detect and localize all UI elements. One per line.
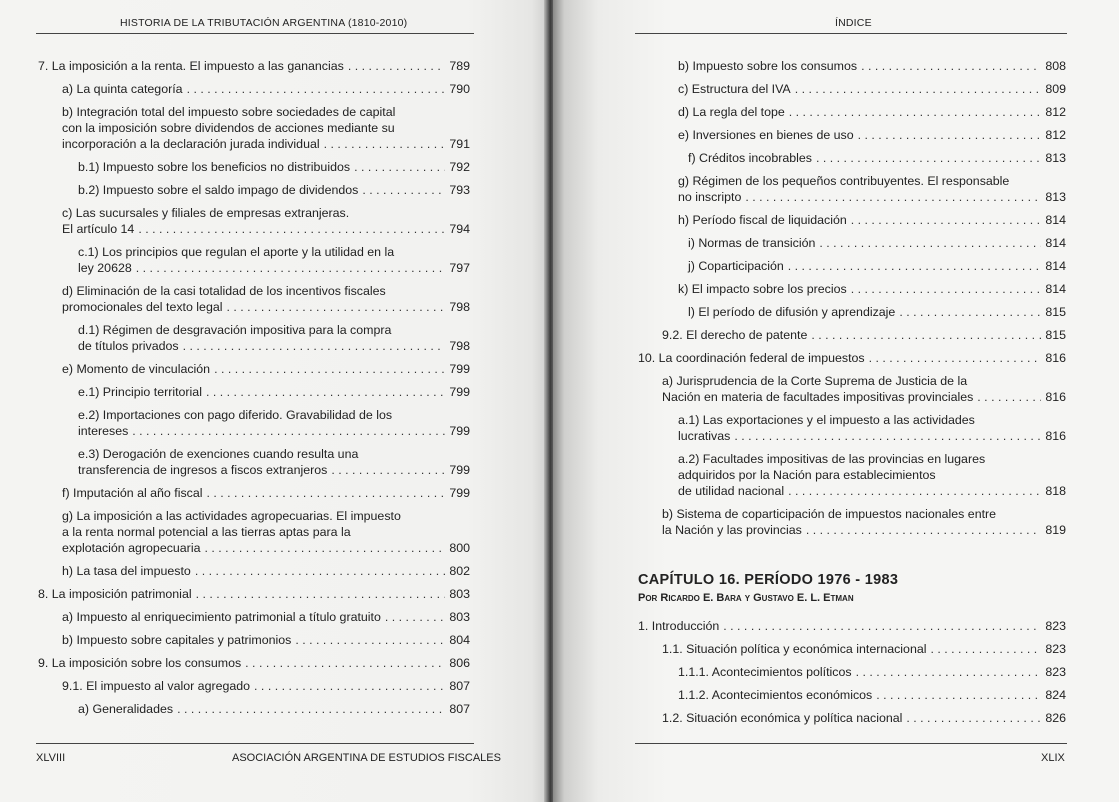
folio-left: XLVIII <box>36 752 66 764</box>
toc-entry <box>38 609 470 625</box>
toc-entry <box>38 384 470 400</box>
dot-leader <box>136 260 446 276</box>
dot-leader <box>931 641 1042 657</box>
toc-entry <box>38 205 470 237</box>
dot-leader <box>789 104 1042 120</box>
toc-entry <box>638 281 1066 297</box>
dot-leader <box>254 678 445 694</box>
dot-leader <box>851 281 1042 297</box>
toc-entry <box>638 104 1066 120</box>
toc-page-number: 815 <box>1045 328 1066 342</box>
dot-leader <box>745 189 1041 205</box>
toc-entry-title: b) Impuesto sobre los consumos <box>678 59 858 73</box>
toc-page-number: 816 <box>1045 351 1066 365</box>
toc-page-number: 813 <box>1045 190 1066 204</box>
toc-entry-title: f) Créditos incobrables <box>688 151 812 165</box>
toc-entry-title: 1.1.2. Acontecimientos económicos <box>678 688 873 702</box>
toc-entry-title: El artículo 14 <box>62 222 135 236</box>
toc-page-number: 823 <box>1045 665 1066 679</box>
toc-entry <box>38 586 470 602</box>
toc-entry <box>638 258 1066 274</box>
toc-entry <box>638 618 1066 634</box>
toc-page-number: 814 <box>1045 282 1066 296</box>
toc-entry-title: 9. La imposición sobre los consumos <box>38 656 242 670</box>
toc-page-number: 823 <box>1045 619 1066 633</box>
chapter-title: CAPÍTULO 16. PERÍODO 1976 - 1983 <box>638 572 899 588</box>
dot-leader <box>906 710 1041 726</box>
toc-entry-title: f) Imputación al año fiscal <box>62 486 203 500</box>
toc-page-number: 816 <box>1045 390 1066 404</box>
dot-leader <box>187 81 446 97</box>
toc-entry <box>38 485 470 501</box>
toc-entry-title: intereses <box>78 424 129 438</box>
right-page <box>553 0 1119 802</box>
dot-leader <box>851 212 1042 228</box>
folio-right: XLIX <box>1041 752 1065 764</box>
toc-entry-title: 1.2. Situación económica y política nacional <box>662 711 903 725</box>
toc-entry-title: la Nación y las provincias <box>662 523 802 537</box>
toc-entry-title: b) Integración total del impuesto sobre sociedades de capital <box>62 105 396 119</box>
toc-page-number: 797 <box>449 261 470 275</box>
toc-page-number: 813 <box>1045 151 1066 165</box>
dot-leader <box>899 304 1041 320</box>
toc-entry-title: a) Jurisprudencia de la Corte Suprema de Justicia de la <box>662 374 968 388</box>
toc-entry <box>638 664 1066 680</box>
toc-entry-title: h) Período fiscal de liquidación <box>678 213 847 227</box>
toc-entry <box>38 104 470 152</box>
toc-entry-title: a.2) Facultades impositivas de las provincias en lugares <box>678 452 986 466</box>
toc-entry-title: 1.1. Situación política y económica internacional <box>662 642 927 656</box>
toc-entry <box>38 58 470 74</box>
toc-page-number: 823 <box>1045 642 1066 656</box>
toc-page-number: 815 <box>1045 305 1066 319</box>
toc-entry <box>38 508 470 556</box>
toc-page-number: 824 <box>1045 688 1066 702</box>
toc-entry <box>638 58 1066 74</box>
toc-entry-title: explotación agropecuaria <box>62 541 201 555</box>
toc-page-number: 790 <box>449 82 470 96</box>
toc-page-number: 799 <box>449 463 470 477</box>
toc-page-number: 789 <box>449 59 470 73</box>
toc-page-number: 806 <box>449 656 470 670</box>
dot-leader <box>806 522 1042 538</box>
footer-rule-left <box>36 743 474 744</box>
toc-entry <box>38 244 470 276</box>
toc-entry <box>38 632 470 648</box>
toc-page-number: 804 <box>449 633 470 647</box>
chapter-authors: Por Ricardo E. Bara y Gustavo E. L. Etman <box>638 592 854 604</box>
toc-entry-title: Nación en materia de facultades impositivas provinciales <box>662 390 974 404</box>
toc-entry-title: g) Régimen de los pequeños contribuyentes. El responsable <box>678 174 1010 188</box>
toc-entry <box>638 710 1066 726</box>
toc-entry-title: 10. La coordinación federal de impuestos <box>638 351 865 365</box>
toc-entry-title: b.1) Impuesto sobre los beneficios no distribuidos <box>78 160 351 174</box>
toc-entry-title: h) La tasa del impuesto <box>62 564 191 578</box>
toc-entry-title: 9.1. El impuesto al valor agregado <box>62 679 251 693</box>
toc-page-number: 819 <box>1045 523 1066 537</box>
toc-page-number: 807 <box>449 702 470 716</box>
toc-entry-title: c) Las sucursales y filiales de empresas extranjeras. <box>62 206 350 220</box>
toc-entry-title: lucrativas <box>678 429 731 443</box>
dot-leader <box>206 384 445 400</box>
toc-entry <box>638 173 1066 205</box>
toc-entry-title: de utilidad nacional <box>678 484 785 498</box>
toc-entry-title: 1.1.1. Acontecimientos políticos <box>678 665 852 679</box>
toc-page-number: 791 <box>449 137 470 151</box>
toc-entry-title: e.3) Derogación de exenciones cuando resulta una <box>78 447 359 461</box>
dot-leader <box>348 58 446 74</box>
dot-leader <box>811 327 1041 343</box>
dot-leader <box>195 563 446 579</box>
toc-entry <box>638 687 1066 703</box>
toc-entry-title: l) El período de difusión y aprendizaje <box>688 305 896 319</box>
toc-entry <box>638 127 1066 143</box>
toc-entry <box>638 451 1066 499</box>
toc-entry-title: c) Estructura del IVA <box>678 82 791 96</box>
toc-entry-title: promocionales del texto legal <box>62 300 223 314</box>
toc-entry <box>38 81 470 97</box>
dot-leader <box>977 389 1041 405</box>
header-rule-left <box>36 33 474 34</box>
toc-page-number: 808 <box>1045 59 1066 73</box>
toc-entry <box>38 655 470 671</box>
toc-page-number: 814 <box>1045 213 1066 227</box>
toc-entry-title: b.2) Impuesto sobre el saldo impago de dividendos <box>78 183 359 197</box>
toc-page-number: 794 <box>449 222 470 236</box>
toc-entry-title: adquiridos por la Nación para establecimientos <box>678 468 936 482</box>
dot-leader <box>354 159 445 175</box>
toc-entry-title: d) La regla del tope <box>678 105 785 119</box>
toc-entry <box>38 322 470 354</box>
toc-entry <box>638 506 1066 538</box>
toc-page-number: 809 <box>1045 82 1066 96</box>
dot-leader <box>819 235 1041 251</box>
toc-page-number: 826 <box>1045 711 1066 725</box>
toc-page-number: 818 <box>1045 484 1066 498</box>
toc-entry <box>638 150 1066 166</box>
toc-entry-title: g) La imposición a las actividades agropecuarias. El impuesto <box>62 509 401 523</box>
toc-entry-title: 1. Introducción <box>638 619 720 633</box>
dot-leader <box>858 127 1042 143</box>
toc-entry-title: e) Momento de vinculación <box>62 362 211 376</box>
dot-leader <box>183 338 446 354</box>
toc-entry <box>638 304 1066 320</box>
dot-leader <box>245 655 445 671</box>
dot-leader <box>324 136 446 152</box>
toc-entry-title: transferencia de ingresos a fiscos extranjeros <box>78 463 328 477</box>
toc-page-number: 812 <box>1045 105 1066 119</box>
toc-entry <box>638 412 1066 444</box>
toc-page-number: 799 <box>449 486 470 500</box>
dot-leader <box>227 299 446 315</box>
toc-list-chapter <box>638 618 1066 733</box>
dot-leader <box>132 423 445 439</box>
toc-entry <box>638 641 1066 657</box>
dot-leader <box>795 81 1042 97</box>
toc-entry <box>638 373 1066 405</box>
toc-entry <box>38 182 470 198</box>
toc-entry-title: no inscripto <box>678 190 742 204</box>
toc-entry <box>638 350 1066 366</box>
toc-entry <box>38 678 470 694</box>
toc-entry <box>38 159 470 175</box>
toc-entry-title: a) Impuesto al enriquecimiento patrimonial a título gratuito <box>62 610 381 624</box>
toc-entry-title: i) Normas de transición <box>688 236 816 250</box>
dot-leader <box>177 701 445 717</box>
dot-leader <box>362 182 445 198</box>
dot-leader <box>869 350 1042 366</box>
toc-entry <box>38 407 470 439</box>
dot-leader <box>207 485 446 501</box>
toc-entry <box>638 212 1066 228</box>
dot-leader <box>385 609 445 625</box>
dot-leader <box>816 150 1041 166</box>
toc-entry-title: a.1) Las exportaciones y el impuesto a las actividades <box>678 413 975 427</box>
toc-entry <box>38 361 470 377</box>
toc-entry-title: j) Coparticipación <box>688 259 784 273</box>
toc-page-number: 799 <box>449 362 470 376</box>
toc-entry-title: 9.2. El derecho de patente <box>662 328 808 342</box>
toc-list-right <box>638 58 1066 545</box>
toc-entry-title: b) Impuesto sobre capitales y patrimonios <box>62 633 292 647</box>
toc-entry-title: d) Eliminación de la casi totalidad de los incentivos fiscales <box>62 284 386 298</box>
dot-leader <box>138 221 445 237</box>
dot-leader <box>214 361 445 377</box>
toc-page-number: 792 <box>449 160 470 174</box>
dot-leader <box>734 428 1041 444</box>
toc-page-number: 798 <box>449 300 470 314</box>
toc-entry-title: incorporación a la declaración jurada individual <box>62 137 320 151</box>
toc-entry-title: e) Inversiones en bienes de uso <box>678 128 854 142</box>
dot-leader <box>861 58 1041 74</box>
toc-page-number: 798 <box>449 339 470 353</box>
toc-entry-title: d.1) Régimen de desgravación impositiva para la compra <box>78 323 392 337</box>
header-rule-right <box>635 33 1067 34</box>
toc-page-number: 814 <box>1045 259 1066 273</box>
toc-page-number: 800 <box>449 541 470 555</box>
footer-rule-right <box>635 743 1067 744</box>
toc-entry <box>638 235 1066 251</box>
toc-list-left <box>38 58 470 724</box>
dot-leader <box>204 540 445 556</box>
publisher-footer: ASOCIACIÓN ARGENTINA DE ESTUDIOS FISCALES <box>232 752 501 764</box>
toc-entry <box>38 446 470 478</box>
toc-entry-title: 7. La imposición a la renta. El impuesto a las ganancias <box>38 59 344 73</box>
toc-entry <box>38 701 470 717</box>
toc-page-number: 803 <box>449 610 470 624</box>
dot-leader <box>788 483 1041 499</box>
toc-page-number: 802 <box>449 564 470 578</box>
toc-entry-title: b) Sistema de coparticipación de impuestos nacionales entre <box>662 507 997 521</box>
toc-entry-title: 8. La imposición patrimonial <box>38 587 192 601</box>
dot-leader <box>876 687 1041 703</box>
dot-leader <box>788 258 1042 274</box>
toc-entry <box>38 563 470 579</box>
toc-entry-title: ley 20628 <box>78 261 132 275</box>
toc-entry-title: de títulos privados <box>78 339 179 353</box>
dot-leader <box>856 664 1042 680</box>
dot-leader <box>196 586 446 602</box>
dot-leader <box>331 462 445 478</box>
running-head-left: HISTORIA DE LA TRIBUTACIÓN ARGENTINA (1810-2010) <box>120 17 408 29</box>
toc-entry-title: e.1) Principio territorial <box>78 385 202 399</box>
dot-leader <box>295 632 445 648</box>
toc-page-number: 793 <box>449 183 470 197</box>
toc-entry <box>638 327 1066 343</box>
toc-entry-title: a la renta normal potencial a las tierras aptas para la <box>62 525 351 539</box>
dot-leader <box>723 618 1041 634</box>
running-head-right: ÍNDICE <box>835 17 872 29</box>
toc-entry-title: c.1) Los principios que regulan el aporte y la utilidad en la <box>78 245 395 259</box>
toc-entry-title: con la imposición sobre dividendos de acciones mediante su <box>62 121 395 135</box>
toc-page-number: 799 <box>449 385 470 399</box>
toc-entry <box>638 81 1066 97</box>
toc-page-number: 803 <box>449 587 470 601</box>
toc-page-number: 814 <box>1045 236 1066 250</box>
toc-page-number: 799 <box>449 424 470 438</box>
left-page <box>0 0 548 802</box>
toc-page-number: 812 <box>1045 128 1066 142</box>
toc-page-number: 816 <box>1045 429 1066 443</box>
toc-entry-title: e.2) Importaciones con pago diferido. Gravabilidad de los <box>78 408 393 422</box>
toc-entry-title: a) La quinta categoría <box>62 82 183 96</box>
toc-entry-title: k) El impacto sobre los precios <box>678 282 847 296</box>
toc-entry-title: a) Generalidades <box>78 702 174 716</box>
toc-entry <box>38 283 470 315</box>
toc-page-number: 807 <box>449 679 470 693</box>
